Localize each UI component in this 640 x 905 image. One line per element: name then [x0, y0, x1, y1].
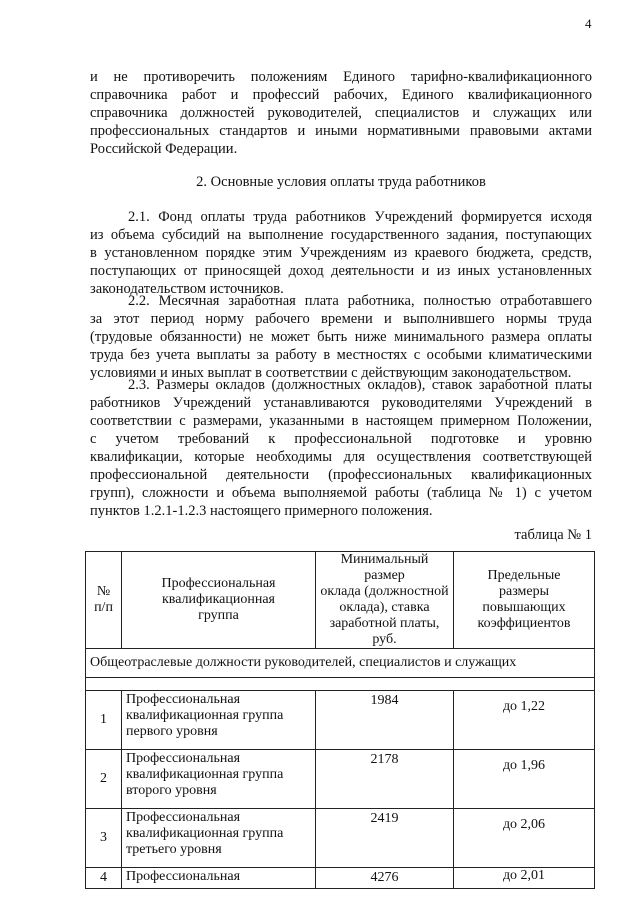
- row-group: Профессиональная квалификационная группа второго уровня: [122, 750, 316, 809]
- row-salary: 2419: [316, 809, 454, 868]
- page-number: 4: [585, 16, 592, 31]
- text-line: квалификации, которые необходимы для осуществления соответствующей: [90, 449, 592, 465]
- text-line: пунктов 1.2.1-1.2.3 настоящего примерного положения.: [90, 503, 433, 519]
- table-spacer-row: [86, 678, 595, 691]
- row-salary: 1984: [316, 691, 454, 750]
- text-line: из объема субсидий на выполнение государственного задания, поступающих: [90, 227, 592, 243]
- text-line: групп), сложности и объема выполняемой работы (таблица № 1) с учетом: [90, 485, 592, 501]
- text-line: с учетом требований к профессиональной подготовке и уровню: [90, 431, 592, 447]
- row-num: 4: [86, 868, 122, 889]
- table-row: [86, 809, 595, 868]
- row-coefficient: до 2,01: [454, 868, 595, 889]
- row-group: Профессиональная квалификационная группа первого уровня: [122, 691, 316, 750]
- row-group: Профессиональная: [122, 868, 316, 889]
- row-num: 1: [86, 691, 122, 750]
- table-section-row: [86, 649, 595, 678]
- text-line: труда без учета выплаты за работу в местностях с особыми климатическими: [90, 347, 592, 363]
- text-line: (трудовые обязанности) не может быть ниже минимального размера оплаты: [90, 329, 592, 345]
- table-caption: таблица № 1: [514, 527, 592, 543]
- text-line: и не противоречить положениям Единого тарифно-квалификационного: [90, 69, 592, 85]
- text-line: поступающих от приносящей доход деятельности и из иных установленных: [90, 263, 592, 279]
- salary-table: [85, 551, 595, 889]
- text-line: соответствии с размерами, указанными в настоящем примерном Положении,: [90, 413, 592, 429]
- row-num: 3: [86, 809, 122, 868]
- text-line: профессиональных стандартов и иными нормативными правовыми актами: [90, 123, 592, 139]
- text-line: работников Учреждений устанавливаются руководителями Учреждений в: [90, 395, 592, 411]
- header-num: № п/п: [86, 552, 122, 649]
- row-coefficient: до 1,22: [454, 691, 595, 750]
- table-header-row: [86, 552, 595, 649]
- text-line: 2.3. Размеры окладов (должностных окладов), ставок заработной платы: [128, 377, 592, 393]
- text-line: справочника работ и профессий рабочих, Единого квалификационного: [90, 87, 592, 103]
- text-line: законодательством источников.: [90, 281, 284, 297]
- text-line: Российской Федерации.: [90, 141, 238, 157]
- header-salary: Минимальный размер оклада (должностной оклада), ставка заработной платы, руб.: [316, 552, 454, 649]
- text-line: в установленном порядке этим Учреждениям из краевого бюджета, средств,: [90, 245, 592, 261]
- header-coefficient: Предельные размеры повышающих коэффициентов: [454, 552, 595, 649]
- row-coefficient: до 1,96: [454, 750, 595, 809]
- text-line: профессиональной деятельности (профессиональных квалификационных: [90, 467, 592, 483]
- section-title: Общеотраслевые должности руководителей, специалистов и служащих: [86, 649, 595, 678]
- text-line: условиями и иных выплат в соответствии с действующим законодательством.: [90, 365, 572, 381]
- row-coefficient: до 2,06: [454, 809, 595, 868]
- text-line: 2.2. Месячная заработная плата работника, полностью отработавшего: [128, 293, 592, 309]
- spacer-cell: [86, 678, 595, 691]
- row-num: 2: [86, 750, 122, 809]
- section-heading: 2. Основные условия оплаты труда работников: [196, 174, 486, 190]
- row-group: Профессиональная квалификационная группа третьего уровня: [122, 809, 316, 868]
- header-group: Профессиональная квалификационная группа: [122, 552, 316, 649]
- table-row: [86, 868, 595, 889]
- table-row: [86, 750, 595, 809]
- row-salary: 2178: [316, 750, 454, 809]
- text-line: 2.1. Фонд оплаты труда работников Учреждений формируется исходя: [128, 209, 592, 225]
- table-row: [86, 691, 595, 750]
- row-salary: 4276: [316, 868, 454, 889]
- text-line: за этот период норму рабочего времени и выполнившего нормы труда: [90, 311, 592, 327]
- text-line: справочника должностей руководителей, специалистов и служащих или: [90, 105, 592, 121]
